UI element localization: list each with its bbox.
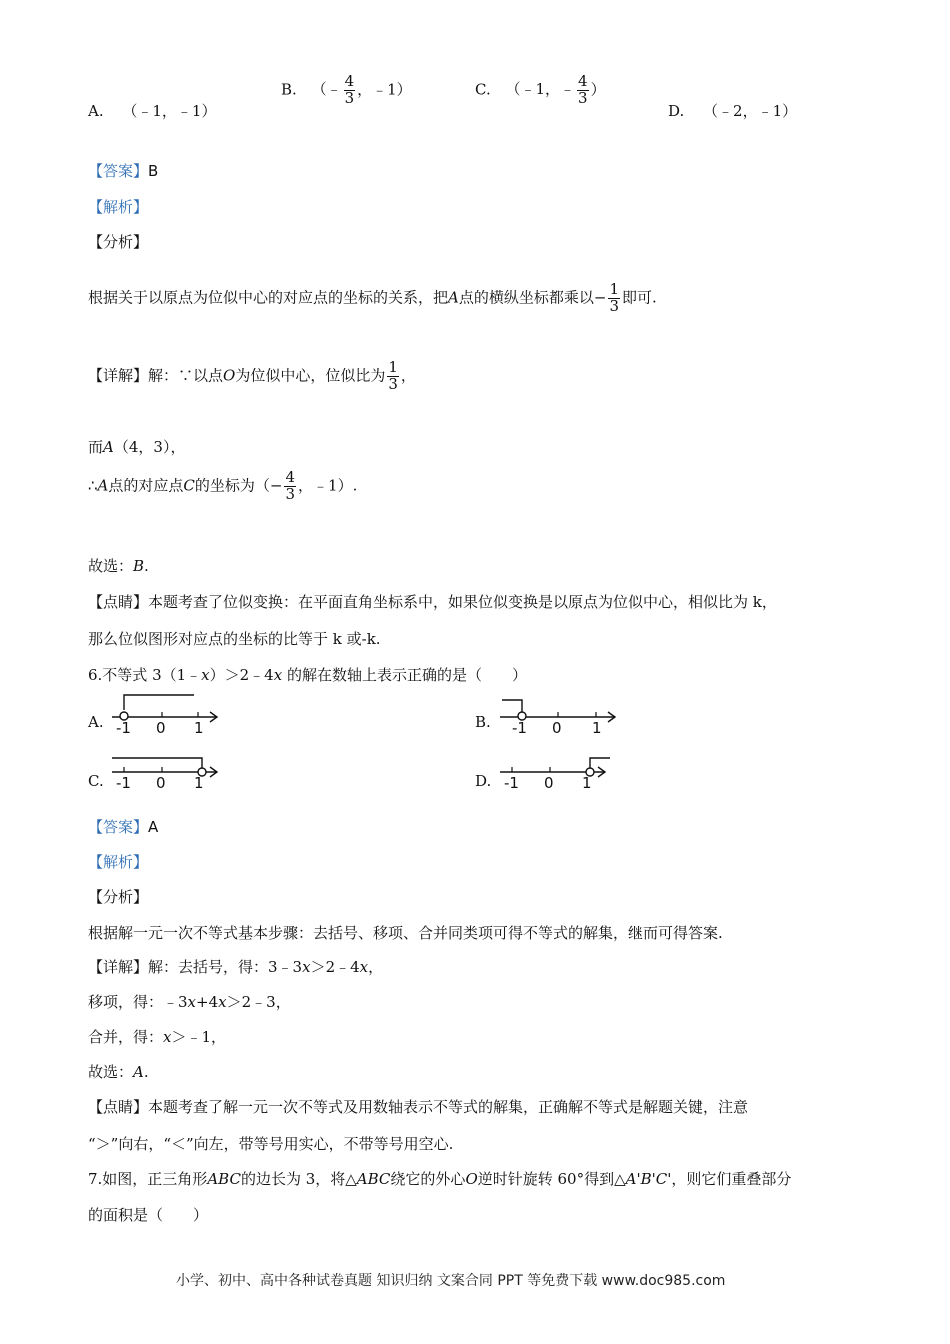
text: 解：∵以点 [148,366,224,385]
q5-dianjing-1 [88,591,777,612]
tick-neg1: -1 [116,774,131,792]
answer-value: A [148,818,159,836]
q5-xiangjie-2 [88,436,185,457]
answer-value: B [148,162,159,180]
q5-fenxi-text [88,282,657,315]
text: . [143,1063,149,1081]
text: ＞﹣1， [171,1028,227,1046]
var-x: x [359,958,369,976]
text: ∴ [88,476,98,495]
frac-num: 1 [609,280,619,298]
q6-dianjing-1 [88,1096,748,1117]
q6-option-c-label: C. [88,772,104,790]
var-x: x [163,1028,172,1046]
xiangjie-tag: 【详解】 [88,958,149,976]
var-a: A [103,438,114,456]
q5-xiangjie-1 [88,360,416,393]
text: ）＞2﹣4 [209,666,274,684]
q5-option-b [281,74,412,107]
var-a: A [133,1063,144,1081]
var-x: x [218,993,227,1011]
q6-option-b-numberline [498,692,628,742]
answer-tag: 【答案】 [88,162,149,180]
q5-answer [88,160,158,181]
minus-sign: − [269,476,283,495]
minus-sign: − [593,288,607,307]
frac-num: 4 [578,72,588,90]
tick-neg1: -1 [504,774,519,792]
tick-0: 0 [544,774,554,792]
option-text-post: ，﹣1） [357,80,412,99]
tick-neg1: -1 [512,719,527,737]
text: 点的横纵坐标都乘以 [458,288,594,307]
text: . [144,557,149,575]
dianjing-tag: 【点睛】 [88,1098,149,1116]
tick-1: 1 [194,774,204,792]
q6-option-d-label: D. [475,772,492,790]
text: 根据关于以原点为位似中心的对应点的坐标的关系，把 [88,288,449,307]
option-text-pre: （﹣1，﹣ [505,80,576,99]
q6-option-d-numberline [498,750,628,800]
option-label: A. [88,102,104,120]
text: 的边长为 3，将△ [240,1170,357,1188]
var-c: C [183,476,195,495]
text: 故选： [88,1063,134,1081]
frac-den: 3 [609,296,619,315]
var-x: x [302,958,311,976]
frac-den: 3 [344,88,355,107]
q7-stem-2: 的面积是（ ） [88,1206,209,1224]
fraction [284,470,296,503]
var-a: A [448,288,459,307]
frac-den: 3 [285,484,296,503]
q6-option-a-label: A. [88,713,104,731]
option-label: C. [475,80,491,99]
text: 的解在数轴上表示正确的是（ ） [282,666,527,684]
text: 6.不等式 3（1﹣ [88,666,202,684]
var-x: x [187,993,197,1011]
text: ， [400,366,416,385]
option-label: B. [281,80,297,99]
text: ，则它们重叠部分 [671,1170,792,1188]
option-label: D. [668,102,685,120]
text: 解：去括号，得：3﹣3 [148,958,303,976]
q5-option-d [668,100,797,121]
fraction [387,360,399,393]
q5-option-a [88,100,216,121]
var-abc: ABC [207,1170,241,1188]
text: 为位似中心，位似比为 [235,366,386,385]
q5-fenxi-tag: 【分析】 [88,233,149,251]
q5-option-c [475,74,606,107]
fraction [608,282,620,315]
tick-1: 1 [194,719,204,737]
q6-option-a-numberline [110,692,230,742]
var-abc: ABC [356,1170,391,1188]
frac-num: 4 [344,72,355,90]
option-text-pre: （﹣ [311,80,342,99]
q5-xiangjie-3 [88,470,357,503]
q6-answer [88,816,158,837]
q5-jiexi-tag: 【解析】 [88,198,149,216]
var-b: B [133,557,145,575]
q6-dianjing-2: “＞”向右，“＜”向左，带等号用实心，不带等号用空心. [88,1135,454,1153]
text: ，﹣1）. [298,476,358,495]
var-o: O [223,366,236,385]
text: 逆时针旋转 60°得到△ [477,1170,626,1188]
q6-step-3 [88,1026,226,1047]
dianjing-tag: 【点睛】 [88,593,149,611]
text: +4 [196,993,219,1011]
text: 7.如图，正三角形 [88,1170,208,1188]
q6-jiexi-tag: 【解析】 [88,853,149,871]
q5-guxuan [88,555,149,576]
option-text: （﹣2，﹣1） [703,102,798,120]
option-text: （﹣1，﹣1） [122,102,217,120]
text: 绕它的外心 [390,1170,466,1188]
q6-fenxi-tag: 【分析】 [88,888,149,906]
text: 移项，得：﹣3 [88,993,188,1011]
text: ， [368,958,384,976]
text: 点的对应点 [108,476,184,495]
tick-0: 0 [156,774,166,792]
tick-0: 0 [552,719,562,737]
text: 的坐标为（ [194,476,270,495]
text: 本题考查了位似变换：在平面直角坐标系中，如果位似变换是以原点为位似中心，相似比为 k， [148,593,777,611]
q5-dianjing-2: 那么位似图形对应点的坐标的比等于 k 或-k. [88,630,381,648]
text: 即可. [622,288,657,307]
frac-den: 3 [388,374,398,393]
var-x: x [201,666,210,684]
page-footer: 小学、初中、高中各种试卷真题 知识归纳 文案合同 PPT 等免费下载 www.doc985.com [176,1273,726,1289]
fraction [344,74,356,107]
option-text-post: ） [590,80,606,99]
text: 合并，得： [88,1028,164,1046]
var-x: x [273,666,283,684]
q6-option-b-label: B. [475,713,491,731]
frac-num: 4 [285,468,296,486]
text: ＞2﹣3， [226,993,291,1011]
q7-stem-1 [88,1168,791,1189]
frac-num: 1 [388,358,398,376]
frac-den: 3 [578,88,588,107]
text: 故选： [88,557,134,575]
text: ＞2﹣4 [310,958,360,976]
q6-fenxi-text: 根据解一元一次不等式基本步骤：去括号、移项、合并同类项可得不等式的解集，继而可得答案. [88,924,723,942]
tick-1: 1 [592,719,602,737]
text: （4，3）， [113,438,186,456]
var-a-prime: A'B'C' [625,1170,672,1188]
tick-1: 1 [582,774,592,792]
tick-0: 0 [156,719,166,737]
text: 而 [88,438,104,456]
var-a: A [97,476,109,495]
tick-neg1: -1 [116,719,131,737]
xiangjie-tag: 【详解】 [88,366,149,385]
answer-tag: 【答案】 [88,818,149,836]
q6-step-2 [88,991,291,1012]
var-o: O [465,1170,478,1188]
q6-option-c-numberline [110,750,230,800]
q6-step-4 [88,1061,149,1082]
q6-step-1 [88,956,383,977]
fraction [577,74,589,107]
text: 本题考查了解一元一次不等式及用数轴表示不等式的解集，正确解不等式是解题关键，注意 [148,1098,749,1116]
q6-stem [88,664,527,685]
